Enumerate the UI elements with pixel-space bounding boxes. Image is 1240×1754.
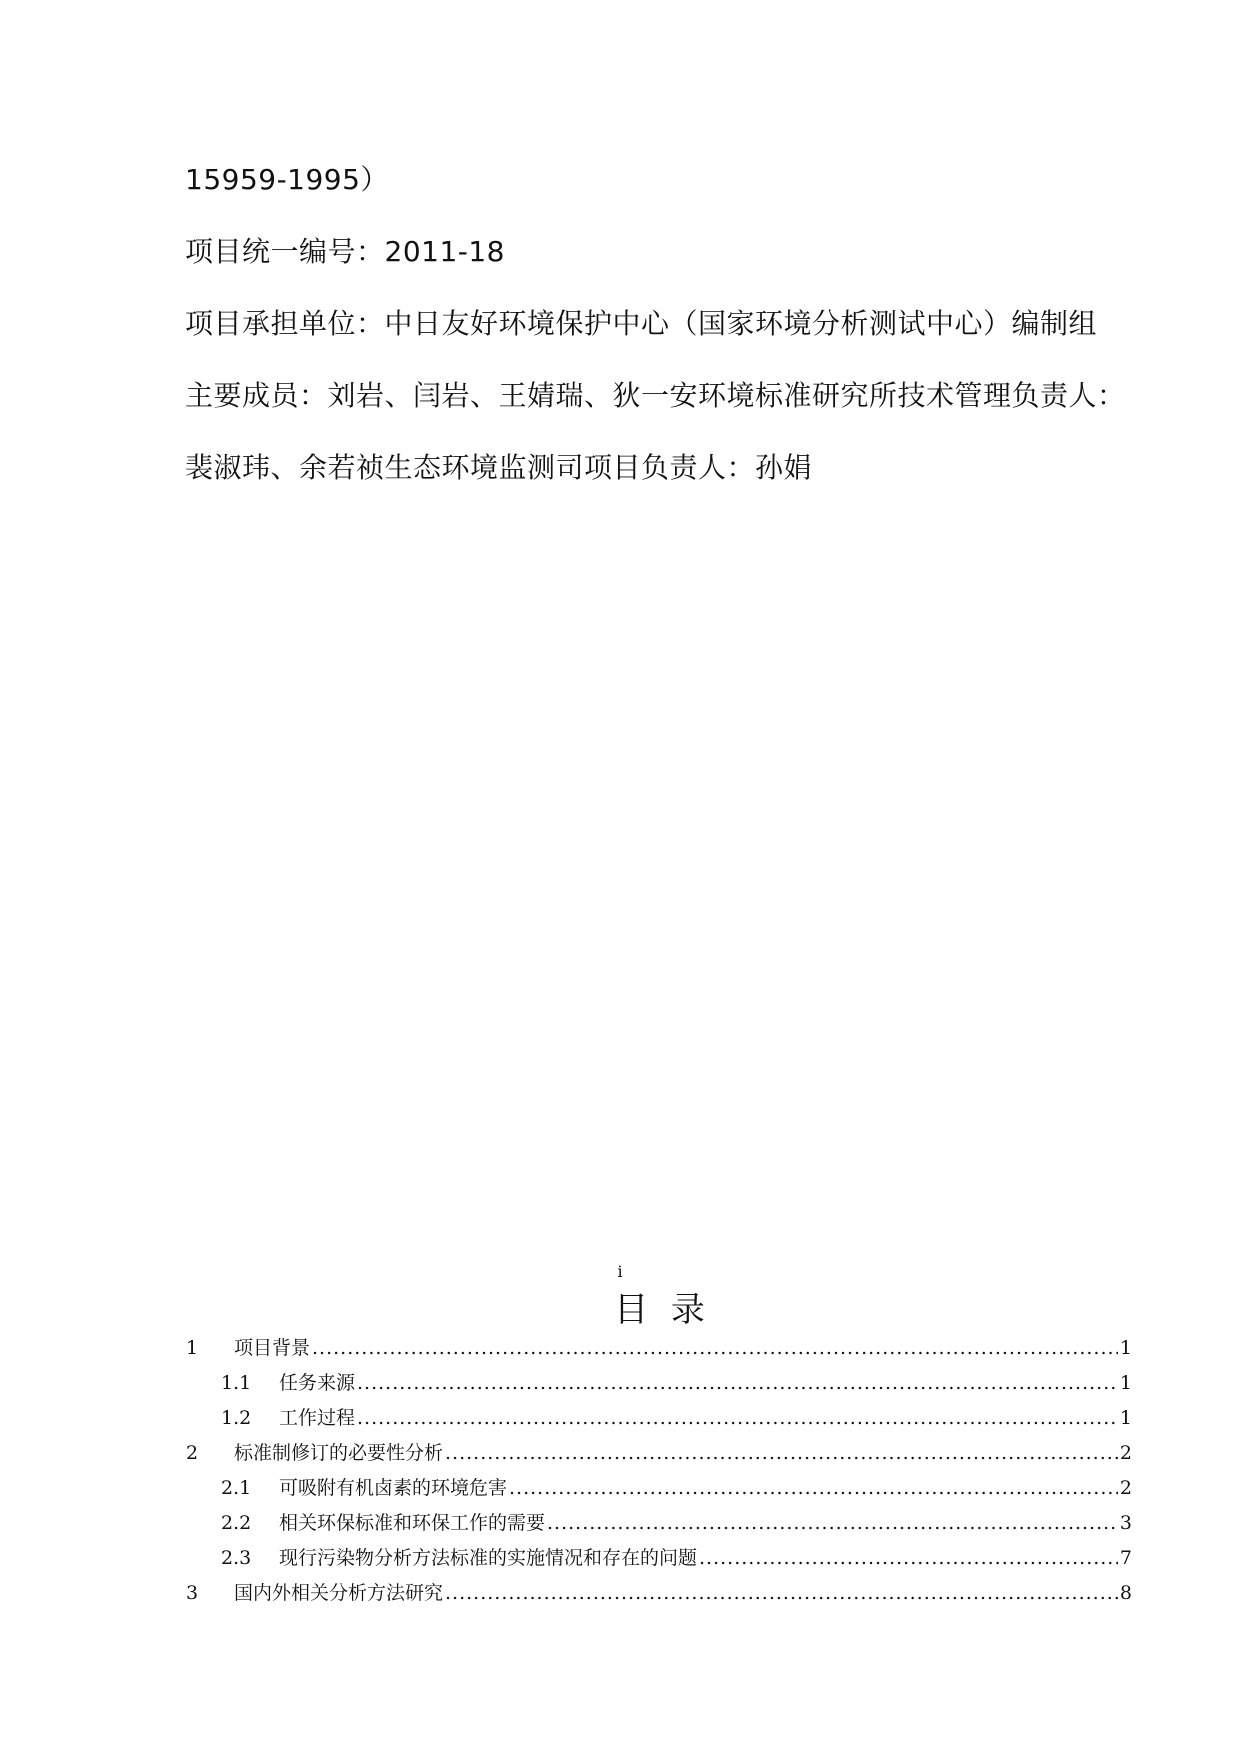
table-of-contents bbox=[186, 1333, 1132, 1613]
toc-entry[interactable] bbox=[186, 1543, 1132, 1578]
project-code-line: 项目统一编号：2011-18 bbox=[185, 235, 505, 268]
toc-entry-number: 3 bbox=[186, 1582, 199, 1604]
toc-leader-dots bbox=[312, 1333, 1118, 1363]
toc-entry[interactable] bbox=[186, 1333, 1132, 1368]
undertaking-unit-line: 项目承担单位：中日友好环境保护中心（国家环境分析测试中心）编制组 bbox=[185, 307, 1098, 340]
toc-entry-page: 3 bbox=[1119, 1512, 1132, 1534]
toc-entry-page: 8 bbox=[1119, 1582, 1132, 1604]
toc-leader-dots bbox=[509, 1473, 1118, 1503]
toc-entry-number: 1.1 bbox=[221, 1372, 252, 1394]
toc-entry-title: 工作过程 bbox=[279, 1407, 356, 1429]
toc-entry[interactable] bbox=[186, 1438, 1132, 1473]
toc-leader-dots bbox=[445, 1438, 1118, 1468]
toc-entry[interactable] bbox=[186, 1508, 1132, 1543]
toc-entry[interactable] bbox=[186, 1473, 1132, 1508]
toc-entry-title: 任务来源 bbox=[279, 1372, 356, 1394]
toc-entry-title: 可吸附有机卤素的环境危害 bbox=[279, 1477, 508, 1499]
toc-entry-number: 1 bbox=[186, 1337, 199, 1359]
main-members-line: 主要成员：刘岩、闫岩、王婧瑞、狄一安环境标准研究所技术管理负责人： bbox=[185, 379, 1126, 412]
toc-entry-page: 1 bbox=[1119, 1337, 1132, 1359]
toc-entry[interactable] bbox=[186, 1368, 1132, 1403]
toc-entry-page: 1 bbox=[1119, 1372, 1132, 1394]
toc-leader-dots bbox=[547, 1508, 1118, 1538]
toc-entry-number: 1.2 bbox=[221, 1407, 252, 1429]
toc-entry-page: 2 bbox=[1119, 1477, 1132, 1499]
toc-leader-dots bbox=[357, 1368, 1118, 1398]
project-leader-line: 裴淑玮、余若祯生态环境监测司项目负责人：孙娟 bbox=[185, 451, 813, 484]
toc-entry-number: 2 bbox=[186, 1442, 199, 1464]
toc-entry-number: 2.2 bbox=[221, 1512, 252, 1534]
project-info bbox=[185, 160, 1145, 520]
toc-entry-page: 2 bbox=[1119, 1442, 1132, 1464]
toc-leader-dots bbox=[357, 1403, 1118, 1433]
toc-entry-page: 1 bbox=[1119, 1407, 1132, 1429]
toc-entry-number: 2.1 bbox=[221, 1477, 252, 1499]
toc-entry[interactable] bbox=[186, 1578, 1132, 1613]
toc-entry-number: 2.3 bbox=[221, 1547, 252, 1569]
toc-entry[interactable] bbox=[186, 1403, 1132, 1438]
toc-title: 目 录 bbox=[614, 1290, 711, 1330]
toc-entry-page: 7 bbox=[1119, 1547, 1132, 1569]
toc-entry-title: 项目背景 bbox=[234, 1337, 311, 1359]
toc-leader-dots bbox=[699, 1543, 1118, 1573]
standard-number-line: 15959-1995） bbox=[185, 163, 389, 196]
page-number: i bbox=[617, 1262, 623, 1281]
toc-entry-title: 现行污染物分析方法标准的实施情况和存在的问题 bbox=[279, 1547, 698, 1569]
toc-leader-dots bbox=[445, 1578, 1118, 1608]
toc-entry-title: 相关环保标准和环保工作的需要 bbox=[279, 1512, 546, 1534]
toc-entry-title: 标准制修订的必要性分析 bbox=[234, 1442, 444, 1464]
toc-entry-title: 国内外相关分析方法研究 bbox=[234, 1582, 444, 1604]
